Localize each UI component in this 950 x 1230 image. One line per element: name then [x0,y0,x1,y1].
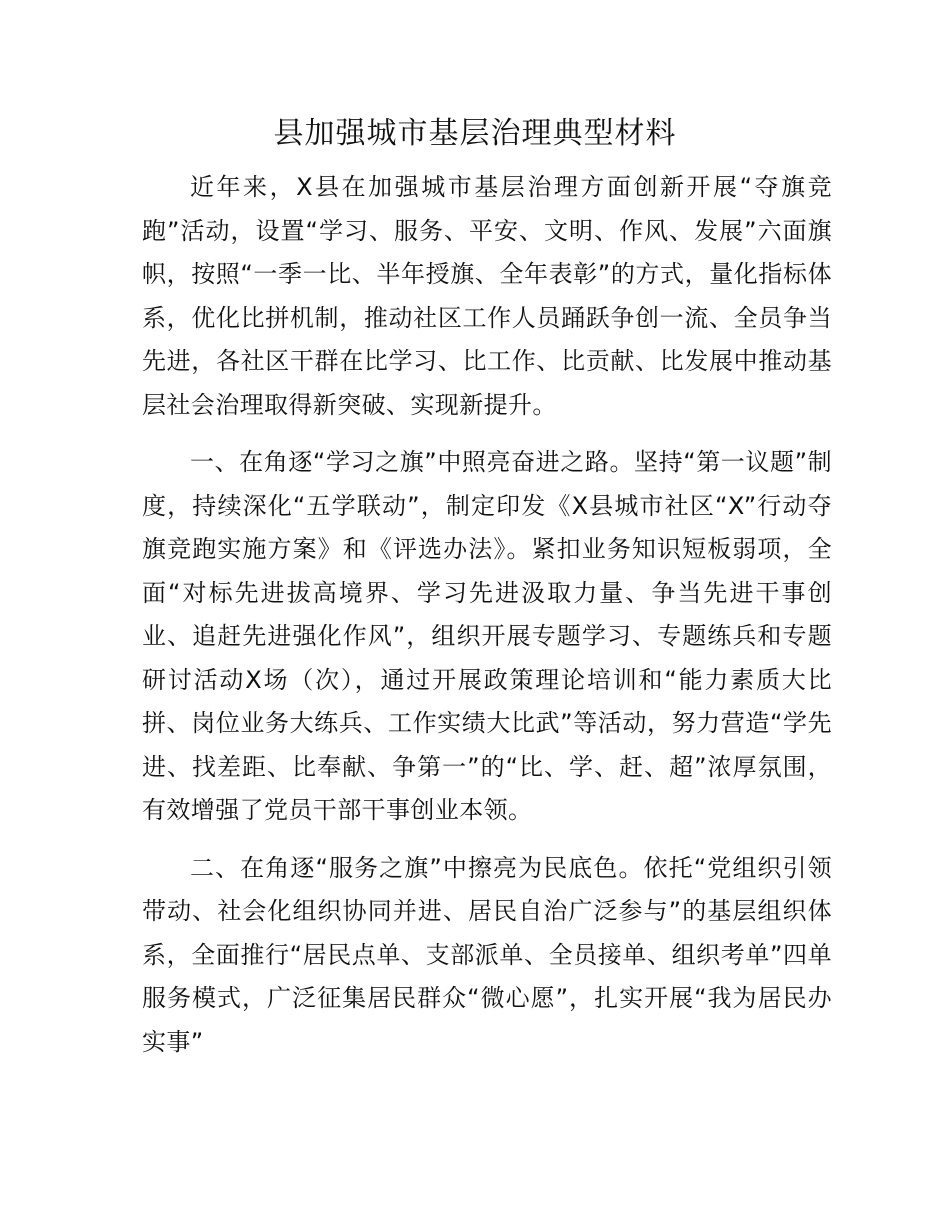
document-title: 县加强城市基层治理典型材料 [273,116,677,151]
paragraph-section-2: 二、在角逐“服务之旗”中擦亮为民底色。依托“党组织引领带动、社会化组织协同并进、居民自治广泛参与”的基层组织体系，全面推行“居民点单、支部派单、全员接单、组织考单”四单服务模式，广泛征集居民群众“微心愿”，扎实开展“我为居民办实事” [142,853,832,1056]
paragraph-intro: 近年来，X县在加强城市基层治理方面创新开展“夺旗竞跑”活动，设置“学习、服务、平安、文明、作风、发展”六面旗帜，按照“一季一比、半年授旗、全年表彰”的方式，量化指标体系，优化比拼机制，推动社区工作人员踊跃争创一流、全员争当先进，各社区干群在比学习、比工作、比贡献、比发展中推动基层社会治理取得新突破、实现新提升。 [142,173,832,419]
document-body [142,166,832,1078]
paragraph-section-1: 一、在角逐“学习之旗”中照亮奋进之路。坚持“第一议题”制度，持续深化“五学联动”，制定印发《X县城市社区“X”行动夺旗竞跑实施方案》和《评选办法》。紧扣业务知识短板弱项，全面“对标先进拔高境界、学习先进汲取力量、争当先进干事创业、追赶先进强化作风”，组织开展专题学习、专题练兵和专题研讨活动X场（次），通过开展政策理论培训和“能力素质大比拼、岗位业务大练兵、工作实绩大比武”等活动，努力营造“学先进、找差距、比奉献、争第一”的“比、学、赶、超”浓厚氛围，有效增强了党员干部干事创业本领。 [142,448,832,824]
